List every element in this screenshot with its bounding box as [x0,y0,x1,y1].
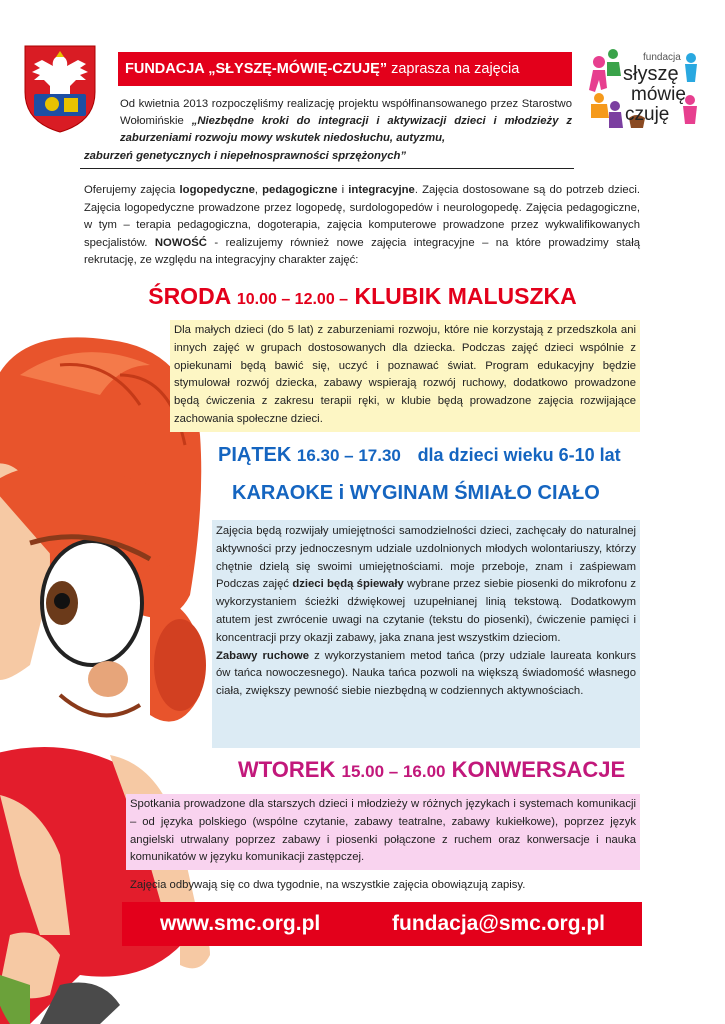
piatek-bold: dzieci będą śpiewały [292,578,404,591]
offer-text: i [337,184,349,196]
intro-text: Od kwietnia 2013 rozpoczęliśmy realizację projektu współfinansowanego przez Starostwo Wołomińskie [120,98,572,127]
offer-text: . Zajęcia dostosowane są do potrzeb dzieci. Zajęcia logopedyczne prowadzone przez logopedę, surdologopedów i neurologopedę. Zajęcia pedagogiczne, w tym – terapia pedagogiczna, dogoterapia, zajęcia komputerowe prowadzone przez wykwalifikowanych specjalistów. [84,184,640,249]
project-title-end: zaburzeń genetycznych i niepełnosprawności sprzężonych” [84,150,407,162]
wtorek-description-box: Spotkania prowadzone dla starszych dzieci i młodzieży w różnych językach i systemach komunikacji – od języka polskiego (wspólne czytanie, zabawy teatralne, zabawy kukiełkowe), poprzez język angielski utrwalany poprzez zabawy i piosenki połączone z ruchem oraz konwersacje i nauka komunikatów w języku komunikacji zastępczej. [126,794,640,870]
karaoke-heading: KARAOKE i WYGINAM ŚMIAŁO CIAŁO [232,482,600,504]
offer-bold: integracyjne [348,184,415,196]
logo-text-fundacja: fundacja [643,52,681,63]
piatek-text: Zajęcia będą rozwijały umiejętności samodzielności dzieci, zachęcały do naturalnej aktywności przy jednoczesnym udziale uzdolnionych młodych wolontariuszy, którzy chętnie dzielą się swoimi umiejętnościami. moje przeboje, znam i zaśpiewam Podczas zajęć [216,525,636,591]
banner-title: FUNDACJA „SŁYSZĘ-MÓWIĘ-CZUJĘ” [125,61,388,77]
county-crest-icon [20,42,100,134]
piatek-time: 16.30 – 17.30 [296,446,401,465]
piatek-description-box [212,520,640,748]
piatek-text: wybrane przez siebie piosenki do mikrofonu z wykorzystaniem ścieżki dźwiękowej uzupełnianej linią tekstową. Dodatkowym atutem jest zwrócenie uwagi na czytanie (tekstu do piosenki), ćwiczenie pamięci i koncentracji przy okazji zabawy, jaka znana jest wszystkim dzieciom. [216,578,636,644]
top-banner [118,52,572,86]
intro-paragraph [120,96,572,147]
closing-note: Zajęcia odbywają się co dwa tygodnie, na wszystkie zajęcia obowiązują zapisy. [130,879,526,891]
wtorek-name: KONWERSACJE [451,757,626,782]
sroda-day: ŚRODA [148,283,231,309]
sroda-heading [0,283,725,310]
wtorek-heading [238,757,625,783]
sroda-description-box: Dla małych dzieci (do 5 lat) z zaburzeniami rozwoju, które nie korzystają z przedszkola ani innych zajęć w grupach dostosowanych dla dziecka. Podczas zajęć dzieci wspólnie z opiekunami będą bawić się, uczyć i poznawać świat. Program edukacyjny będzie stymulował rozwój dziecka, zabawy wspierają rozwój ruchowy, dodatkowo prowadzone będą ćwiczenia z zakresu terapii ręki, w klubie będą prowadzone zajęcia rozwijające zachowania społeczne dzieci. [170,320,640,432]
piatek-age: dla dzieci wieku 6-10 lat [417,445,621,465]
sroda-name: KLUBIK MALUSZKA [354,283,577,309]
piatek-text: z wykorzystaniem metod tańca (przy udziale laureata konkurs ów tańca nowoczesnego). Nauka tańca pozwoli na większą świadomość własnego ciała, zwiększy pewność siebie niezbędną w codziennych aktywnościach. [216,649,636,698]
offer-text: - realizujemy również nowe zajęcia integracyjne – na które prowadzimy stałą rekrutację, ze względu na integracyjny charakter zajęć: [84,236,640,267]
footer-banner [122,902,642,946]
logo-text-slysze: słyszę [623,63,679,85]
offer-paragraph [84,182,640,270]
foundation-logo [585,44,705,134]
offer-bold: pedagogiczne [262,184,338,196]
wtorek-day: WTOREK [238,757,336,782]
piatek-bold: Zabawy ruchowe [216,649,309,662]
logo-text-mowie: mówię [631,84,686,105]
email-link[interactable]: fundacja@smc.org.pl [392,912,606,935]
wtorek-time: 15.00 – 16.00 [341,762,446,781]
project-title: „Niezbędne kroki do integracji i aktywizacji dzieci i młodzieży z zaburzeniami rozwoju mowy wskutek niedosłuchu, autyzmu, [120,115,573,144]
website-link[interactable]: www.smc.org.pl [160,912,321,935]
piatek-day: PIĄTEK [218,444,292,466]
divider [80,168,574,169]
offer-text: Oferujemy zajęcia [84,184,180,196]
logo-text-czuje: czuję [625,104,670,125]
banner-subtitle: zaprasza na zajęcia [391,61,520,77]
piatek-heading [218,444,621,467]
sroda-time: 10.00 – 12.00 – [236,291,349,308]
offer-bold: NOWOŚĆ [154,236,207,249]
offer-bold: logopedyczne [179,184,255,196]
offer-text: , [254,184,263,196]
